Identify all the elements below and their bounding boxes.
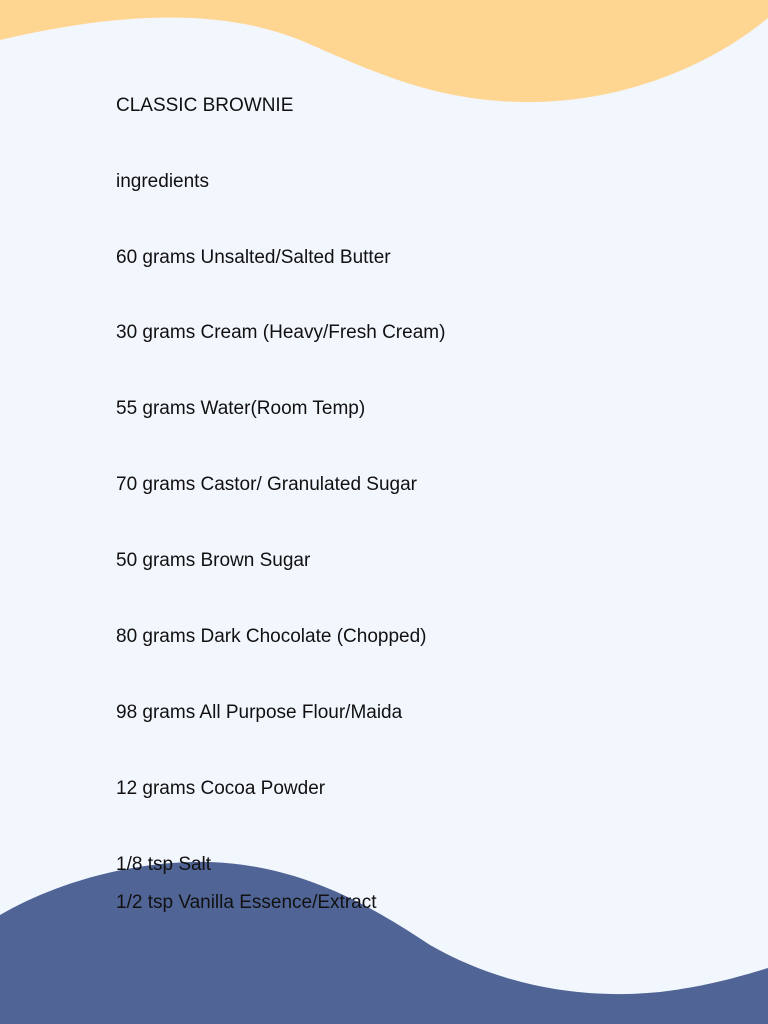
ingredient-item: 1/8 tsp Salt — [116, 854, 212, 875]
ingredient-item: 50 grams Brown Sugar — [116, 550, 311, 571]
ingredient-item: 80 grams Dark Chocolate (Chopped) — [116, 626, 427, 647]
ingredient-item: 60 grams Unsalted/Salted Butter — [116, 247, 391, 268]
ingredient-item: 1/2 tsp Vanilla Essence/Extract — [116, 892, 377, 913]
ingredients-heading: ingredients — [116, 171, 209, 192]
ingredient-item: 70 grams Castor/ Granulated Sugar — [116, 474, 417, 495]
ingredient-item: 12 grams Cocoa Powder — [116, 778, 326, 799]
ingredient-item: 98 grams All Purpose Flour/Maida — [116, 702, 403, 723]
ingredient-item: 30 grams Cream (Heavy/Fresh Cream) — [116, 322, 446, 343]
recipe-title: CLASSIC BROWNIE — [116, 95, 294, 116]
ingredient-item: 55 grams Water(Room Temp) — [116, 398, 366, 419]
